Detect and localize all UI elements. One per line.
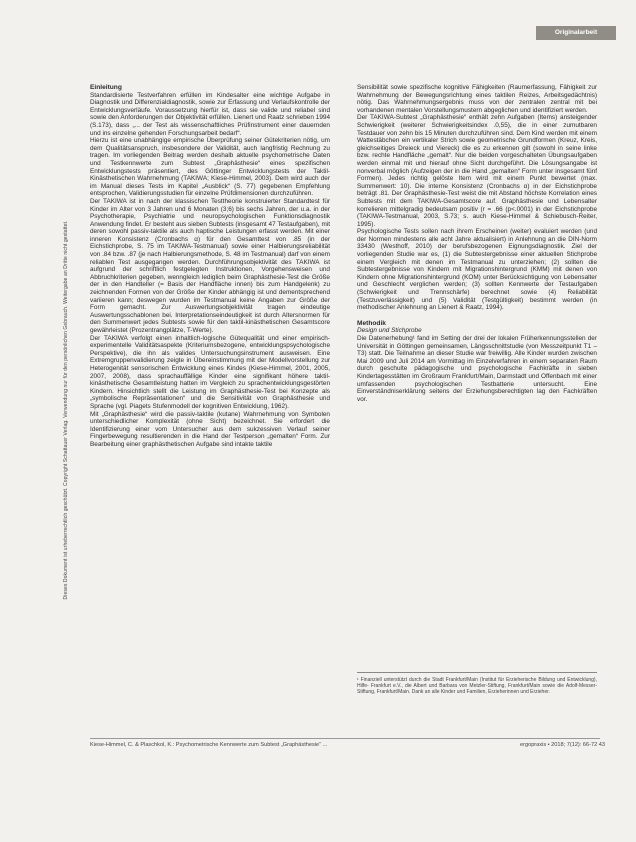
spacer (357, 312, 597, 320)
footer-journal: ergopraxis • 2018; 7(12): 66-72 43 (520, 742, 605, 748)
paragraph: Standardisierte Testverfahren erfüllen im Kindesalter eine wichtige Aufgabe in Diagnostik und Differenzialdiagnostik, sowie zur Erfassung und Verlaufskontrolle der Entwicklungsverläufe. Voraussetzung hierfür ist, dass sie valide und reliabel sind sowie den Anforderungen der Objektivität erfüllen. Lienert und Raatz schrieben 1994 (S.173), dass „... der Test als wissenschaftliches Prüfinstrument einer dauernden und ins einzelne gehenden Forschungsarbeit bedarf“. (90, 91, 330, 137)
section-heading-methods: Methodik (357, 319, 386, 327)
copyright-sidebar (58, 30, 74, 790)
section-tab: Originalarbeit (536, 26, 616, 40)
paragraph: Sensibilität sowie spezifische kognitive Fähigkeiten (Raumerfassung, Fähigkeit zur Wahrnehmung der Bewegungsrichtung eines taktilen Reizes, Arbeitsgedächtnis) nötig. Das Wahrnehmungsergebnis muss von der zentralen zentral mit bei vorhandenen mentalen Vorstellungsmustern abgeglichen und identifiziert werden. (357, 84, 597, 114)
left-column (90, 84, 330, 449)
paragraph: Mit „Graphästhesie“ wird die passiv-taktile (kutane) Wahrnehmung von Symbolen unterschiedlicher Komplexität (ohne Sicht) bezeichnet. Sie erfordert die Identifizierung einer vom Untersucher aus dem sukzessiven Verlauf seiner Fingerbewegung resultierenden in die Hand der Testperson „gemalten“ Form. Zur Bearbeitung einer graphästhetischen Aufgabe sind intakte taktile (90, 410, 330, 448)
copyright-notice: Dieses Dokument ist urheberrechtlich geschützt. Copyright Schattauer Verlag. Verwendung nur für den persönlichen Gebrauch. Weitergabe an Dritte nicht gestattet. (63, 220, 69, 600)
right-column (357, 84, 597, 403)
paragraph: Psychologische Tests sollen nach ihrem Erscheinen (weiter) evaluiert werden (und der Normen mindestens alle acht Jahre aktualisiert) in Anlehnung an die DIN-Norm 33430 (Westhoff, 2010) der berufsbezogenen Eignungsdiagnostik. Ziel der vorliegenden Studie war es, (1) die Subtestergebnisse einer aktuellen Stichprobe einem Vergleich mit denen im Testmanual zu unterziehen; (2) sollten die Subtestergebnisse von Kindern mit Migrationshintergrund (KMM) mit denen von Kindern ohne Migrationshintergrund (KOM) unter Berücksichtigung von Lebensalter und Geschlecht verglichen werden; (3) sollten Kennwerte der Testaufgaben (Schwierigkeit und Trennschärfe) berechnet sowie (4) Reliabilität (Testzuverlässigkeit) und (5) Validität (Testgültigkeit) bestimmt werden (in methodischer Anlehnung an Lienert & Raatz, 1994). (357, 228, 597, 312)
paragraph: Hierzu ist eine unabhängige empirische Überprüfung seiner Gütekriterien nötig, um dem Qualitätsanspruch, insbesondere der Validität, auch langfristig Rechnung zu tragen. Im vorliegenden Beitrag werden deshalb aktuelle psychometrische Daten und Testkennwerte zum Subtest „Graphästhesie“ eines spezifischen Entwicklungstests präsentiert, des Göttinger Entwicklungstests der Taktil-Kinästhetischen Wahrnehmung (TAKIWA; Kiese-Himmel, 2003). Dem wird auch der im Manual dieses Tests im Kapitel „Ausblick“ (S. 77) gegebenen Empfehlung entsprochen, Validierungsstudien für einzelne Prüfdimensionen durchzuführen. (90, 137, 330, 198)
footer-divider (90, 738, 600, 739)
footnote: ¹ Finanziell unterstützt durch die Stadt Frankfurt/Main (Institut für Erzieherische Bildung und Entwicklung), Hilfe- Frankfurt e.V., die Albert und Barbara von Metzler-Stiftung, Frankfurt/Main sowie die Adolf-Messer-Stiftung, Frankfurt/Main. Dank an alle Kinder und Familien, Erzieherinnen und Erzieher. (357, 672, 597, 696)
paragraph: Die Datenerhebung¹ fand im Setting der drei der lokalen Früherkennungsstellen der Universität in Göttingen gemeinsamen, Längsschnittstudie (von Messzeitpunkt T1 – T3) statt. Die Teilnahme an dieser Studie war freiwillig. Alle Kinder wurden zwischen Mai 2009 und Juli 2014 am Vormittag im Einzelverfahren in einem separaten Raum durch geschulte pädagogische und psychologische Fachkräfte in sieben Kindertagesstätten im Großraum Frankfurt/Main, Darmstadt und Offenbach mit einer umfassenden psychologischen Testbatterie untersucht. Eine Einverständniserklärung seitens der Erziehungsberechtigten lag den Fachkräften vor. (357, 335, 597, 403)
footer-citation: Kiese-Himmel, C. & Plaschkol, K.: Psychometrische Kennwerte zum Subtest „Graphästhesie“ ... (90, 742, 328, 748)
paragraph: Der TAKIWA-Subtest „Graphästhesie“ enthält zehn Aufgaben (Items) ansteigender Schwierigkeit (weiterer Schwierigkeitsindex .0,55), die in einer zumutbaren Testdauer von zehn bis 15 Minuten durchzuführen sind. Dem Kind werden mit einem Wattestäbchen ein vertikaler Strich sowie geometrische Grundformen (Kreuz, Kreis, gleichseitiges Dreieck und Viereck) die es zu erkennen gilt (sowohl in seine linke bzw. rechte Handfläche „gemalt“. Nur die beiden vorgeschalteten Übungsaufgaben werden einmal mit und hierauf ohne Sicht durchgeführt. Die Lösungsangabe ist nonverbal möglich (Aufzeigen der in die Hand „gemalten“ Form unter insgesamt fünf Formen). Jedes richtig gelöste Item wird mit einem Punkt bewertet (max. Summenwert: 10). Die interne Konsistenz (Cronbachs α) in der Eichstichprobe beträgt .81. Der Graphästhesie-Test weist die mit Abstand höchste Korrelation eines Subtests mit dem TAKIWA-Gesamtscore auf. Graphästhesie und Lebensalter korrelieren mittelgradig bedeutsam positiv (r = .66 (p<.0001) in der Eichstichprobe (TAKIWA-Testmanual, 2003, S.73; s. auch Kiese-Himmel & Schiebusch-Reiter, 1995). (357, 114, 597, 228)
paragraph: Der TAKIWA verfolgt einen inhaltlich-logische Gütequalität und einer empirisch-experimentelle Validitätsaspekte (Kriteriumsbezogene, entwicklungspsychologische Perspektive), die ihn als valides Untersuchungsinstrument ausweisen. Eine Extremgruppenvalidierung zeigte in Übereinstimmung mit der Modellvorstellung zur Heterogenität sensorischen Entwicklung eines Kindes (Kiese-Himmel, 2001, 2005, 2007, 2008), dass sprachauffällige Kinder eine signifikant höhere taktil-kinästhetische Gesamtleistung hatten im Vergleich zu sprachentwicklungsgestörten Kindern. Hinsichtlich stellt die Leistung im Graphästhesie-Test bei Konzepte als „symbolische Repräsentationen“ und die Sensitivität von Graphästhesie und Sprache (vgl. Piagets Stufenmodell der kognitiven Entwicklung, 1962). (90, 334, 330, 410)
paragraph: Der TAKIWA ist in nach der klassischen Testtheorie konstruierter Standardtest für Kinder im Alter von 3 Jahren und 6 Monaten (3;6) bis sechs Jahren, der u.a. in der Psychotherapie, Psychiatrie und neuropsychologischen Funktionsdiagnostik Anwendung findet. Er besteht aus sieben Subtests (insgesamt 47 Testaufgaben), mit deren sowohl passiv-taktile als auch haptische Leistungen erfasst werden. Mit einer inneren Konsistenz (Cronbachs α) für den Gesamttest von .85 (in der Eichstichprobe, S. 75 im TAKIWA-Testmanual) sowie einer Halbierungsreliabilität von .84 bzw. .87 (je nach Halbierungsmethode, S. 48 im Testmanual) darf von einem reliablen Test ausgegangen werden. Durchführungsobjektivität des TAKIWA ist aufgrund der schriftlich festgelegten Instruktionen, Vorgehensweisen und Abbruchkriterien gegeben, wenngleich lediglich beim Graphästhesie-Test die Größe der in den Handteller (= Basis der Handfläche innen) bis zum Handgelenk) zu zeichnenden Formen von der Größe der Kinder abhängig ist und dementsprechend variieren kann; deswegen wurden im Testmanual keine Angaben zur Größe der Form gemacht. Zur Auswertungsobjektivität tragen eindeutige Auswertungsschablonen bei. Interpretationseindeutigkeit ist durch Altersnormen für den Summenwert jedes Subtests sowie für den taktil-kinästhetischen Gesamtscore gewährleistet (Prozentrangplätze, T-Werte). (90, 197, 330, 334)
section-heading-introduction: Einleitung (90, 84, 122, 91)
subsection-heading: Design und Stichprobe (357, 327, 422, 335)
